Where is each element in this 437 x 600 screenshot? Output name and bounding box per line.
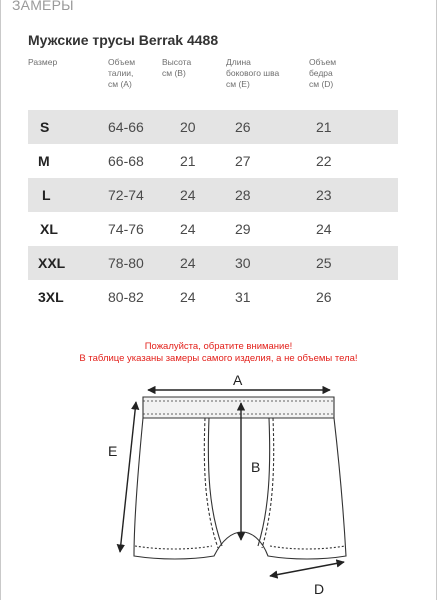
- table-row: [28, 212, 398, 246]
- height-cell: 24: [180, 289, 196, 305]
- header-hip: Объем бедра см (D): [309, 57, 337, 89]
- waist-cell: 72-74: [108, 187, 144, 203]
- header-waist: Объем талии, см (A): [108, 57, 136, 89]
- size-cell: M: [38, 153, 50, 169]
- table-row: [28, 280, 398, 314]
- header-side-length: Длина бокового шва см (E): [226, 57, 280, 89]
- waist-cell: 64-66: [108, 119, 144, 135]
- waist-cell: 66-68: [108, 153, 144, 169]
- side-length-cell: 29: [235, 221, 251, 237]
- hip-cell: 22: [316, 153, 332, 169]
- side-length-cell: 27: [235, 153, 251, 169]
- size-cell: XL: [40, 221, 58, 237]
- side-length-cell: 30: [235, 255, 251, 271]
- height-cell: 24: [180, 221, 196, 237]
- side-length-cell: 31: [235, 289, 251, 305]
- size-cell: XXL: [38, 255, 66, 271]
- header-size: Размер: [28, 57, 58, 67]
- side-length-arrow: [120, 402, 136, 552]
- label-e: E: [108, 443, 118, 459]
- underwear-measurement-diagram: [0, 360, 437, 600]
- label-d: D: [314, 581, 325, 597]
- waist-cell: 78-80: [108, 255, 144, 271]
- notice-line-2: В таблице указаны замеры самого изделия, а не объемы тела!: [79, 353, 358, 364]
- product-title: Мужские трусы Berrak 4488: [28, 32, 219, 48]
- table-row: [28, 178, 398, 212]
- hip-cell: 25: [316, 255, 332, 271]
- size-cell: 3XL: [38, 289, 64, 305]
- side-length-cell: 28: [235, 187, 251, 203]
- hip-cell: 26: [316, 289, 332, 305]
- waist-cell: 74-76: [108, 221, 144, 237]
- height-cell: 24: [180, 187, 196, 203]
- label-a: A: [233, 372, 243, 388]
- waist-cell: 80-82: [108, 289, 144, 305]
- garment-outline: [134, 397, 346, 559]
- table-row: [28, 110, 398, 144]
- header-height: Высота см (B): [162, 57, 192, 78]
- table-row: [28, 144, 398, 178]
- notice-line-1: Пожалуйста, обратите внимание!: [144, 341, 293, 352]
- label-b: B: [251, 459, 261, 475]
- height-cell: 24: [180, 255, 196, 271]
- side-length-cell: 26: [235, 119, 251, 135]
- height-cell: 20: [180, 119, 196, 135]
- hip-cell: 21: [316, 119, 332, 135]
- size-cell: S: [40, 119, 50, 135]
- height-cell: 21: [180, 153, 196, 169]
- hip-cell: 23: [316, 187, 332, 203]
- hip-arrow: [270, 562, 344, 576]
- size-cell: L: [42, 187, 51, 203]
- section-title: ЗАМЕРЫ: [12, 0, 74, 13]
- table-row: [28, 246, 398, 280]
- hip-cell: 24: [316, 221, 332, 237]
- size-table: [28, 110, 398, 314]
